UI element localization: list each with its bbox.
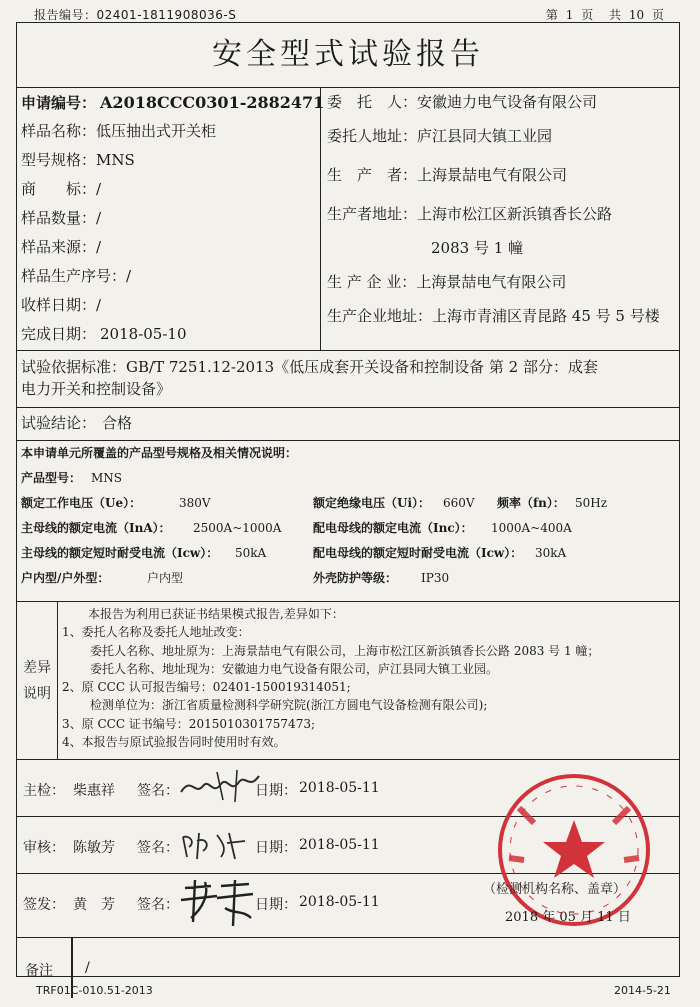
remarks-value: / [85,960,90,976]
trademark-row [21,175,320,204]
client-addr-label: 委托人地址： [327,127,418,145]
chief-name: 柴惠祥 [73,783,115,799]
completed-value: 2018-05-10 [100,325,187,343]
chief-date: 2018-05-11 [299,780,380,796]
sample-name-value: 低压抽出式开关柜 [96,122,217,140]
params-voltage-line [21,491,679,516]
test-basis-value: GB/T 7251.12-2013《低压成套开关设备和控制设备 第 2 部分：成套 [126,358,598,376]
producer-row [327,156,679,195]
serial-row [21,262,320,291]
difference-line: 1、委托人名称及委托人地址改变： [62,625,250,640]
param-ina-value: 2500A~1000A [193,521,282,535]
chief-role: 主检： [23,783,65,799]
review-date-label: 日期： [255,840,297,856]
factory-addr-row [327,302,679,331]
param-inc-value: 1000A~400A [491,521,572,535]
conclusion-value: 合格 [102,414,133,432]
trademark-label: 商 标： [21,180,97,198]
client-row [327,88,679,117]
model-row [21,146,320,175]
param-model-value: MNS [91,471,123,485]
difference-line: 3、原 CCC 证书编号：2015010301757473; [62,716,316,731]
difference-label-line2: 说明 [23,685,51,702]
sample-name-row [21,117,320,146]
param-icw-main-label: 主母线的额定短时耐受电流（Icw）： [21,546,219,560]
param-icw-dist-label: 配电母线的额定短时耐受电流（Icw）： [313,546,523,560]
sample-info-section [17,88,679,351]
difference-notes [17,602,679,760]
review-date: 2018-05-11 [299,837,380,853]
param-ui-value: 660V [443,496,475,510]
application-no-value: A2018CCC0301-2882471 [100,93,325,112]
quantity-row [21,204,320,233]
report-title: 安全型式试验报告 [17,23,679,88]
params-intro-text: 本申请单元所覆盖的产品型号规格及相关情况说明： [21,446,298,460]
param-fn-label: 频率（fn）： [497,496,565,510]
source-value: / [96,238,102,256]
page-mid: 页 [581,8,594,22]
review-role: 审核： [23,840,65,856]
issue-name: 黄 芳 [73,897,115,913]
received-label: 收样日期： [21,296,97,314]
test-basis-line2: 电力开关和控制设备》 [21,380,172,398]
param-ui-label: 额定绝缘电压（Ui）： [313,496,431,510]
quantity-label: 样品数量： [21,209,97,227]
issue-date: 2018-05-11 [299,894,380,910]
report-number-label: 报告编号： [34,8,97,22]
factory-label: 生 产 企 业： [327,273,417,291]
difference-line: 委托人名称、地址现为：安徽迪力电气设备有限公司，庐江县同大镇工业园。 [90,661,499,676]
client-addr-row [327,117,679,156]
report-frame [16,22,680,977]
difference-line: 4、本报告与原试验报告同时使用时有效。 [62,735,286,750]
version-date: 2014-5-21 [614,984,671,997]
difference-label [17,602,58,759]
param-install-label: 户内型/户外型： [21,571,110,585]
report-number-value: 02401-1811908036-S [96,8,237,22]
source-row [21,233,320,262]
difference-line: 2、原 CCC 认可报告编号：02401-150019314051; [62,680,351,695]
completed-row [21,320,320,349]
report-number [34,6,236,23]
params-intro [21,441,679,466]
completed-label: 完成日期： [21,325,97,343]
page-current: 1 [565,8,574,22]
producer-addr-cont: 2083 号 1 幢 [431,239,524,257]
remarks-label: 备注 [25,963,53,979]
test-basis-label: 试验依据标准： [21,358,127,376]
client-label: 委 托 人： [327,93,418,111]
application-no-label: 申请编号： [21,94,97,112]
client-info-right [321,88,679,350]
producer-value: 上海景喆电气有限公司 [417,166,568,184]
review-name: 陈敏芳 [73,840,115,856]
factory-addr-value: 上海市青浦区青昆路 45 号 5 号楼 [432,307,660,325]
received-row [21,291,320,320]
stamp-date: 2018 年 05 月 11 日 [505,910,631,925]
producer-label: 生 产 者： [327,166,418,184]
issue-sign-label: 签名： [137,897,179,913]
factory-row [327,263,679,302]
producer-addr-row [327,195,679,234]
sample-name-label: 样品名称： [21,122,97,140]
difference-line: 委托人名称、地址原为：上海景喆电气有限公司，上海市松江区新浜镇香长公路 2083 号 1 幢； [90,643,600,658]
conclusion-label: 试验结论： [21,414,97,432]
review-sign-label: 签名： [137,840,179,856]
source-label: 样品来源： [21,238,97,256]
params-current-line [21,516,679,541]
issue-role: 签发： [23,897,65,913]
param-icw-main-value: 50kA [235,546,267,560]
client-value: 安徽迪力电气设备有限公司 [417,93,598,111]
issue-signature [177,874,257,930]
page-indicator [542,6,664,23]
factory-value: 上海景喆电气有限公司 [416,273,567,291]
test-basis-line1 [21,356,675,378]
page-suffix: 页 [651,8,664,22]
form-code: TRF01C-010.51-2013 [36,984,153,997]
difference-label-line1: 差异 [23,659,51,676]
factory-addr-label: 生产企业地址： [327,307,433,325]
producer-addr-label: 生产者地址： [327,205,418,223]
param-ina-label: 主母线的额定电流（InA）： [21,521,171,535]
signature-section [17,760,679,938]
trademark-value: / [96,180,102,198]
serial-label: 样品生产序号： [21,267,127,285]
page-total-prefix: 共 [609,8,622,22]
param-install-value: 户内型 [147,571,184,585]
model-label: 型号规格： [21,151,97,169]
test-basis [17,351,679,408]
chief-sign-label: 签名： [137,783,179,799]
param-icw-dist-value: 30kA [535,546,567,560]
param-ip-label: 外壳防护等级： [313,571,398,585]
difference-line: 本报告为利用已获证书结果模式报告,差异如下： [88,607,344,621]
difference-body [58,602,679,759]
param-ue-value: 380V [179,496,211,510]
chief-date-label: 日期： [255,783,297,799]
param-model-label: 产品型号： [21,471,82,485]
sample-info-left [17,88,325,350]
quantity-value: / [96,209,102,227]
difference-line: 检测单位为：浙江省质量检测科学研究院(浙江方圆电气设备检测有限公司); [90,698,488,713]
stamp-caption: （检测机构名称、盖章） [483,882,627,897]
producer-addr-value: 上海市松江区新浜镇香长公路 [417,205,613,223]
test-conclusion [17,408,679,441]
page-prefix: 第 [545,8,558,22]
params-install-line [21,566,679,591]
params-icw-line [21,541,679,566]
application-no-row [21,88,325,117]
received-value: / [96,296,102,314]
param-ue-label: 额定工作电压（Ue）： [21,496,142,510]
serial-value: / [126,267,132,285]
issue-date-label: 日期： [255,897,297,913]
param-ip-value: IP30 [421,571,450,585]
model-value: MNS [96,151,135,169]
review-signature [177,823,257,863]
client-addr-value: 庐江县同大镇工业园 [417,127,553,145]
page-total: 10 [628,8,645,22]
chief-signature [177,766,267,806]
params-model-line [21,466,679,491]
product-params [17,441,679,602]
param-inc-label: 配电母线的额定电流（Inc）： [313,521,473,535]
param-fn-value: 50Hz [575,496,608,510]
